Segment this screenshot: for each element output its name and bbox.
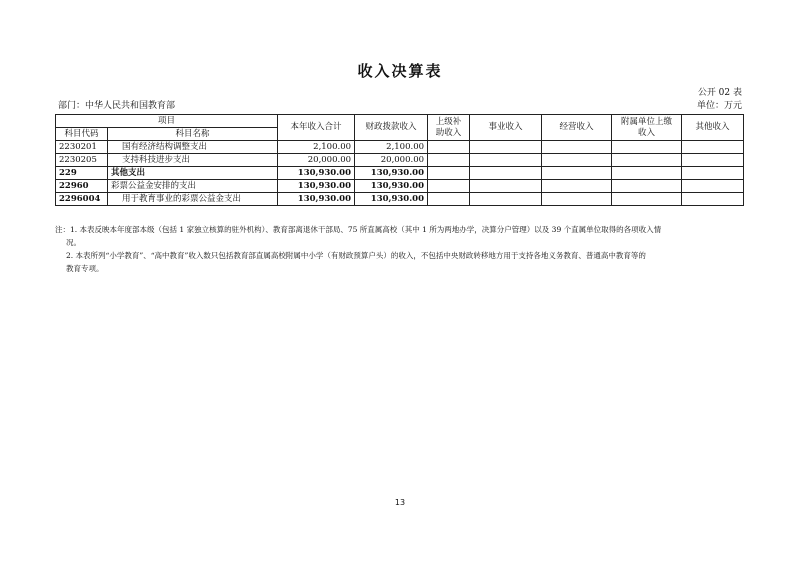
header-row-1 [56,115,744,128]
header-name: 科目名称 [108,128,278,141]
table-row [56,180,744,193]
row-fiscal: 130,930.00 [355,180,428,193]
row-operating [542,141,612,154]
row-name: 国有经济结构调整支出 [108,141,278,154]
header-superior [428,115,470,141]
row-total: 20,000.00 [278,154,355,167]
table-row [56,154,744,167]
header-affiliated-line2: 收入 [638,127,656,138]
note-line: 注：1. 本表反映本年度部本级（包括 1 家独立核算的驻外机构）、教育部离退休干部局、75 所直属高校（其中 1 所为两地办学，决算分户管理）以及 39 个直属单位取得的各项收入情 [55,225,662,234]
row-code: 2296004 [56,193,108,206]
row-other [682,193,744,206]
row-other [682,167,744,180]
row-superior [428,167,470,180]
row-superior [428,193,470,206]
row-operating [542,180,612,193]
row-fiscal: 130,930.00 [355,193,428,206]
page-title: 收入决算表 [357,62,443,80]
header-other: 其他收入 [682,115,744,141]
row-fiscal: 130,930.00 [355,167,428,180]
header-superior-line1: 上级补 [435,116,462,127]
page-number: 13 [394,498,406,507]
row-total: 130,930.00 [278,167,355,180]
table-notes [55,223,745,275]
row-other [682,141,744,154]
note-line: 2. 本表所列“小学教育”、“高中教育”收入数只包括教育部直属高校附属中小学（有财政预算户头）的收入，不包括中央财政转移地方用于支持各地义务教育、普通高中教育等的 [66,251,646,260]
row-operating [542,154,612,167]
row-other [682,154,744,167]
row-code: 2230205 [56,154,108,167]
header-business: 事业收入 [470,115,542,141]
row-superior [428,141,470,154]
note-line: 况。 [66,238,81,247]
row-total: 130,930.00 [278,193,355,206]
header-operating: 经营收入 [542,115,612,141]
header-affiliated [612,115,682,141]
row-total: 2,100.00 [278,141,355,154]
note-line: 教育专项。 [66,264,104,273]
row-total: 130,930.00 [278,180,355,193]
header-affiliated-line1: 附属单位上缴 [621,116,673,127]
row-operating [542,167,612,180]
header-superior-line2: 助收入 [435,127,462,138]
row-affiliated [612,141,682,154]
row-fiscal: 2,100.00 [355,141,428,154]
row-code: 229 [56,167,108,180]
row-operating [542,193,612,206]
header-total: 本年收入合计 [278,115,355,141]
table-row [56,193,744,206]
row-affiliated [612,193,682,206]
row-code: 2230201 [56,141,108,154]
row-affiliated [612,180,682,193]
table-row [56,141,744,154]
header-fiscal: 财政拨款收入 [355,115,428,141]
unit-label: 单位：万元 [696,101,742,111]
row-affiliated [612,154,682,167]
row-business [470,154,542,167]
row-code: 22960 [56,180,108,193]
row-superior [428,180,470,193]
row-name: 彩票公益金安排的支出 [108,180,278,193]
header-code: 科目代码 [56,128,108,141]
row-superior [428,154,470,167]
row-business [470,167,542,180]
header-item: 项目 [56,115,278,128]
row-name: 用于教育事业的彩票公益金支出 [108,193,278,206]
form-number: 公开 02 表 [697,88,742,98]
department-label: 部门：中华人民共和国教育部 [58,101,176,111]
table-row [56,167,744,180]
row-name: 其他支出 [108,167,278,180]
row-business [470,180,542,193]
row-business [470,141,542,154]
row-other [682,180,744,193]
row-business [470,193,542,206]
row-fiscal: 20,000.00 [355,154,428,167]
row-affiliated [612,167,682,180]
row-name: 支持科技进步支出 [108,154,278,167]
income-table [55,114,744,206]
